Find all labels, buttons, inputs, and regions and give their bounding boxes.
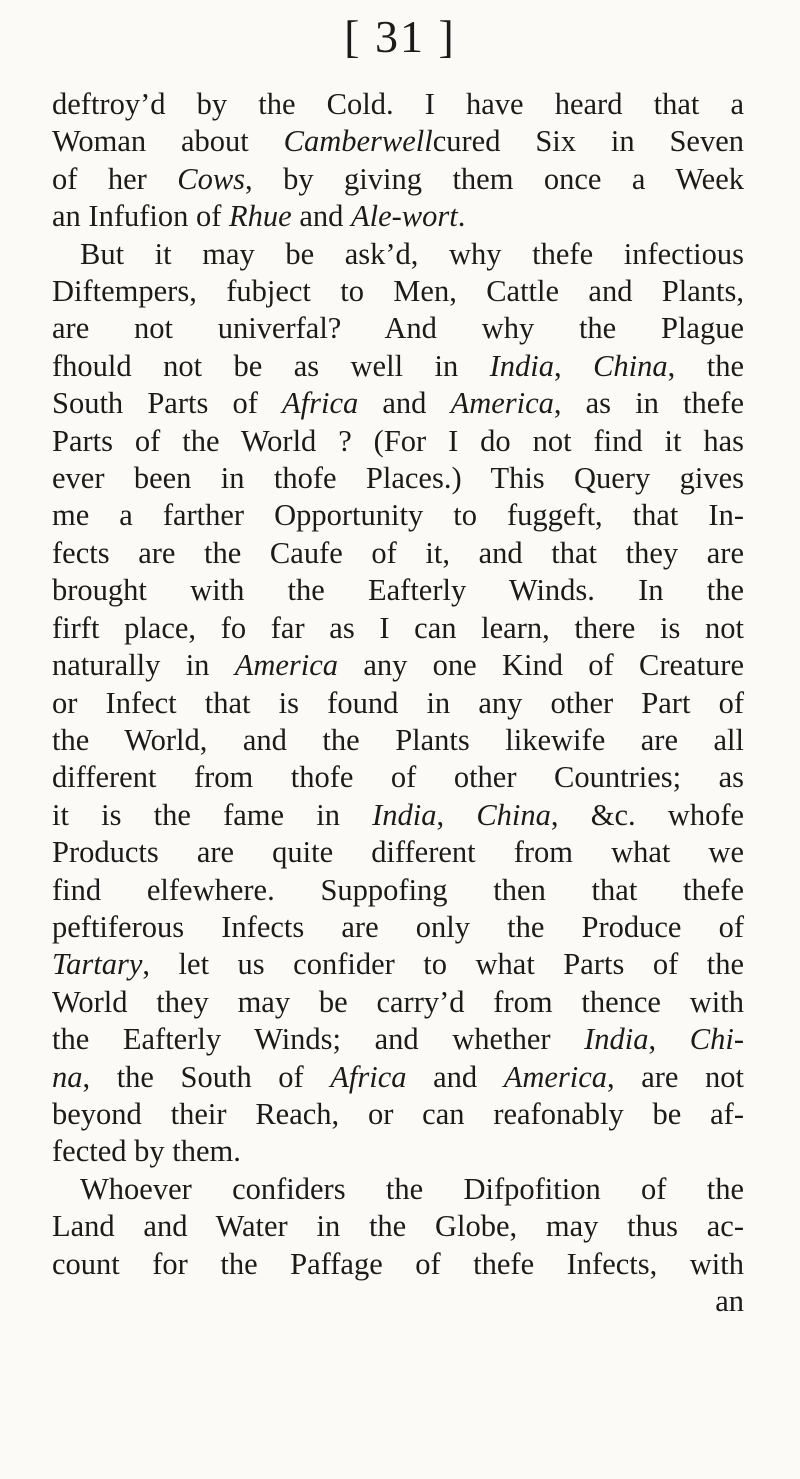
italic-text-run: Tartary: [52, 947, 143, 982]
text-line: [52, 872, 744, 909]
text-line: [52, 610, 744, 647]
text-line: [52, 984, 744, 1021]
italic-text-run: Rhue: [229, 199, 292, 234]
text-run: Products are quite different from what we: [52, 835, 744, 870]
text-line: [52, 348, 744, 385]
text-run: , as in thefe: [553, 386, 744, 421]
text-run: firft place, fo far as I can learn, there is not: [52, 610, 744, 645]
text-line: [52, 198, 744, 235]
text-run: peftiferous Infects are only the Produce of: [52, 909, 744, 944]
text-line: [52, 834, 744, 871]
text-line: [52, 86, 744, 123]
text-run: ,: [554, 348, 594, 383]
text-run: , by giving them once a Week: [245, 161, 744, 196]
text-run: count for the Paffage of thefe Infects, with: [52, 1246, 744, 1281]
text-line: [52, 423, 744, 460]
text-run: World they may be carry’d from thence with: [52, 984, 744, 1019]
text-run: Woman about: [52, 124, 284, 159]
text-line: [52, 572, 744, 609]
italic-text-run: China: [476, 797, 551, 832]
text-line: [52, 535, 744, 572]
text-line: [52, 1246, 744, 1283]
italic-text-run: India: [584, 1022, 649, 1057]
text-line: [52, 123, 744, 160]
italic-text-run: China: [593, 348, 668, 383]
text-line: [52, 1283, 744, 1320]
italic-text-run: America: [234, 648, 339, 683]
text-run: ,: [436, 797, 477, 832]
text-line: [52, 797, 744, 834]
italic-text-run: America: [503, 1059, 608, 1094]
text-run: ever been in thofe Places.) This Query gives: [52, 461, 744, 496]
text-line: [52, 1021, 744, 1058]
italic-text-run: India: [489, 348, 555, 383]
text-run: Whoever confiders the Difpofition of the: [80, 1171, 744, 1206]
italic-text-run: Camberwell: [283, 124, 433, 159]
text-line: [52, 759, 744, 796]
text-run: fhould not be as well in: [52, 348, 490, 383]
text-line: [52, 1171, 744, 1208]
text-run: any one Kind of Creature: [338, 648, 744, 683]
text-line: [52, 161, 744, 198]
text-run: it is the fame in: [52, 797, 373, 832]
body-text: [52, 86, 744, 1320]
text-run: .: [457, 199, 466, 234]
text-line: [52, 385, 744, 422]
text-line: [52, 685, 744, 722]
text-run: Land and Water in the Globe, may thus ac-: [52, 1209, 744, 1244]
text-line: [52, 722, 744, 759]
text-line: [52, 460, 744, 497]
text-line: [52, 273, 744, 310]
text-run: cured Six in Seven: [432, 124, 744, 159]
italic-text-run: India: [372, 797, 437, 832]
text-run: an Infufion of: [52, 199, 230, 234]
text-run: fects are the Caufe of it, and that they are: [52, 535, 744, 570]
italic-text-run: Africa: [282, 386, 359, 421]
text-run: brought with the Eafterly Winds. In the: [52, 573, 744, 608]
text-run: and: [358, 386, 451, 421]
text-line: [52, 909, 744, 946]
text-run: , are not: [607, 1059, 744, 1094]
italic-text-run: Cows: [177, 161, 246, 196]
text-run: an: [715, 1284, 744, 1318]
text-line: [52, 1208, 744, 1245]
text-run: of her: [52, 161, 178, 196]
text-run: South Parts of: [52, 386, 282, 421]
text-run: , the: [667, 348, 744, 383]
text-run: , &c. whofe: [550, 797, 745, 832]
text-run: the World, and the Plants likewife are all: [52, 722, 744, 757]
text-run: Parts of the World ? (For I do not find it has: [52, 423, 744, 458]
text-run: and: [406, 1059, 504, 1094]
text-run: ,: [648, 1022, 690, 1057]
text-run: and: [291, 199, 351, 234]
text-run: are not univerfal? And why the Plague: [52, 311, 744, 346]
text-line: [52, 1059, 744, 1096]
text-run: the Eafterly Winds; and whether: [52, 1022, 585, 1057]
text-line: [52, 946, 744, 983]
text-line: [52, 1133, 744, 1170]
italic-text-run: Ale-wort: [350, 199, 458, 234]
text-run: deftroy’d by the Cold. I have heard that a: [52, 87, 744, 121]
text-run: or Infect that is found in any other Part of: [52, 685, 744, 720]
text-line: [52, 236, 744, 273]
page-number: [ 31 ]: [344, 11, 456, 62]
text-line: [52, 647, 744, 684]
text-run: fected by them.: [52, 1134, 241, 1169]
text-run: beyond their Reach, or can reafonably be af-: [52, 1096, 744, 1131]
text-run: , let us confider to what Parts of the: [142, 947, 744, 982]
text-run: naturally in: [52, 648, 235, 683]
italic-text-run: Africa: [330, 1059, 407, 1094]
text-line: [52, 310, 744, 347]
text-run: But it may be ask’d, why thefe infectious: [80, 236, 744, 271]
text-run: different from thofe of other Countries; as: [52, 760, 744, 795]
italic-text-run: na: [52, 1059, 83, 1094]
text-run: me a farther Opportunity to fuggeft, that In-: [52, 498, 744, 533]
italic-text-run: America: [450, 386, 554, 421]
italic-text-run: Chi-: [689, 1022, 744, 1057]
text-run: Diftempers, fubject to Men, Cattle and Plants,: [52, 274, 744, 309]
text-run: , the South of: [82, 1059, 331, 1094]
text-line: [52, 1096, 744, 1133]
text-run: find elfewhere. Suppofing then that thefe: [52, 872, 744, 907]
text-line: [52, 497, 744, 534]
